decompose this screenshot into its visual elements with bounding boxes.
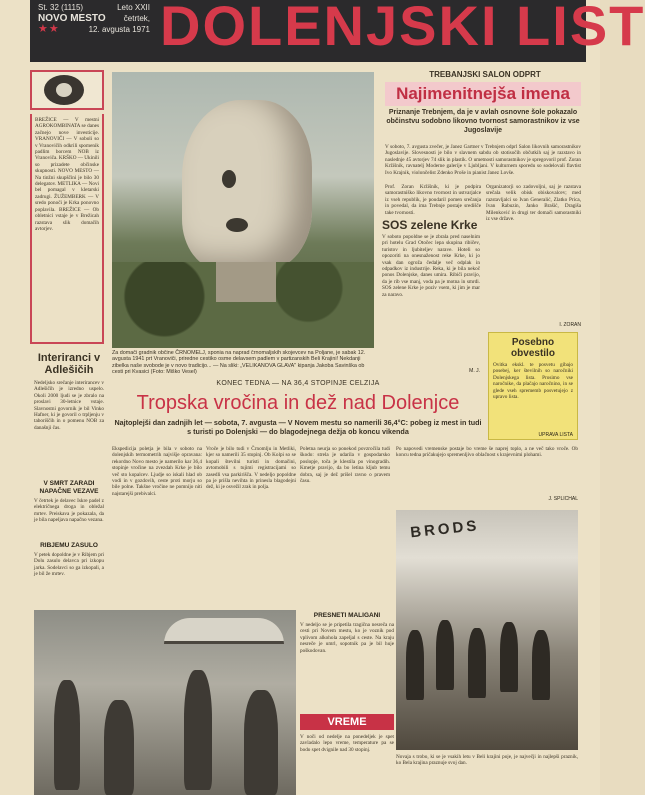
salon-kicker: TREBANJSKI SALON ODPRT bbox=[429, 70, 541, 79]
issue-number: St. 32 (1115) bbox=[38, 3, 84, 12]
sub-text-2: V petek dopoldne je v Ribjem pri Dolu zasulo delavca pri izkopu jarka. Sodelavci so ga izkopali, a je bil že mrtev. bbox=[34, 552, 104, 578]
dancer-figure bbox=[532, 630, 550, 700]
beach-photo bbox=[34, 610, 296, 795]
stone-sculpture-icon bbox=[182, 100, 312, 270]
salon-author: I. ZORAN bbox=[559, 322, 581, 328]
salon-text-1: V soboto, 7. avgusta zvečer, je Janez Gartner v Trebnjem odprl Salon likovnih samorastnikov Jugoslavije. Slovesnosti je bilo v slavnem sabdu ob stotisočih občutkih saj je razstavo in naslednje 45 avtorjev 74 slik in plastik. O umetnosti samorastnikov je spregovoril prof. Zoran Kržišnik, ravnatelj Moderne galerije v Ljubljani. V kulturnem sporedu so sodelovali flavtist Ivo Krajnik, violončelist Zdenko Proše in pianist Janez Lovše. bbox=[385, 144, 581, 176]
sos-author: M. J. bbox=[469, 368, 480, 374]
person-figure bbox=[244, 690, 278, 795]
umbrella-icon bbox=[164, 618, 284, 644]
stars-icon: ★★ bbox=[38, 23, 60, 35]
weather-band: KONEC TEDNA — NA 36,4 STOPINJE CELZIJA bbox=[216, 380, 380, 387]
weather-deck: Najtoplejši dan zadnjih let — sobota, 7. avgusta — V Novem mestu so namerili 36,4°C: pobeg iz mest in tudi s turisti po Dolenjski — do blagodejnega dežja ob koncu vikenda bbox=[114, 418, 482, 436]
notice-sign: UPRAVA LISTA bbox=[538, 432, 573, 438]
person-figure bbox=[184, 670, 212, 790]
dancer-figure bbox=[406, 630, 424, 700]
sub-headline-1: V SMRT ZARADI NAPAČNE VEZAVE bbox=[39, 480, 99, 495]
sub-headline-2: RIBJEMU ZASULO bbox=[40, 542, 98, 549]
salon-headline: Najimenitnejša imena bbox=[385, 82, 581, 106]
briefs-text: BREŽICE — V mestni AGROKOMBINATA se danes začnejo nove investicije. VRANOVIČI — V soboli so v Vranovičih odkrili spomenik padlim borcem NOB iz Vranoviča. KRŠKO — Ukinili so prizadete občinske skupnosti. NOVO MESTO — Na tinžni skupščini je bilo 30 delegatov. METLIKA — Novi bel pomagal v kletarski zadrugi. ŽUŽEMBERK — V sredo ponoči je Krka ponovno poplavila. BREŽICE — Ob obletnici vstaje je v Brežicah razstava slik domačih avtorjev. bbox=[35, 117, 99, 232]
newspaper-title: DOLENJSKI LIST bbox=[160, 0, 645, 57]
interranci-text: Nedeljsko srečanje interirancev v Adlešičih je izredno uspelo. Okoli 2000 ljudi se je zbralo na proslavi 30-letnice vstaje. Slavnostni govornik je bil Vinko Hafner, ki je govoril o trpljenju v taboriščih in o pomenu NOB za današnji čas. bbox=[34, 380, 104, 431]
photo-banner-text: BRODS bbox=[409, 517, 481, 542]
briefs-column bbox=[30, 114, 104, 344]
weather-text-2: Vroče je bilo tudi v Črnomlju in Metliki, kjer so namerili 35 stopinj. Ob Kolpi so se kopali številni turisti in domačini, avtomobili s tujimi registracijami so zasedli vsa parkirišča. V nedeljo popoldne pa je prišla nevihta in prinesla blagodejni dež, ki je osvežil zrak in polja. bbox=[206, 446, 296, 491]
malign-headline: PRESNETI MALIGANI bbox=[313, 612, 381, 619]
salon-text-3: Organizatorji so zadovoljni, saj je razstava srečala velik obisk obiskovalcev; med razstavljalci so Ivan Generalić, Zlatko Prica, Ivan Rabuzin, Janko Brašić, Dragiša Milenković in drugi ter domači samorastniki iz vse države. bbox=[486, 184, 581, 223]
person-figure bbox=[104, 700, 134, 795]
masthead-info bbox=[38, 2, 150, 58]
weekday: četrtek, bbox=[123, 14, 150, 23]
interranci-headline: Interiranci v Adlešičih bbox=[37, 352, 101, 376]
notice-text: Ovitka ekskl. te posvetu gibajo posebej, ker številnih so naročniki Dolenjskega lista. Prosimo vse naročnike, da plačajo naročnino, in se glede vseh sprememb posvetujejo z upravo lista. bbox=[493, 362, 573, 401]
salon-text-2: Prof. Zoran Kržišnik, ki je podpira samorastniško likovno tvornost in ustvarjalce iz vseh republik, je poudaril pomen srečanja in povedal, da ima Trebnje postaje središče take tvornosti. bbox=[385, 184, 481, 216]
dancer-figure bbox=[468, 628, 486, 698]
weather-text-4: Po napovedi vremenske postaje bo vreme še naprej toplo, a ne več tako vroče. Ob koncu tedna pričakujejo spremenljivo oblačnost s krajevnimi plohami. bbox=[396, 446, 578, 459]
city: NOVO MESTO bbox=[38, 13, 106, 24]
sculpture-mouth bbox=[226, 218, 248, 232]
weather-author: J. SPLICHAL bbox=[548, 496, 578, 502]
malign-text: V nedeljo se je pripetila tragična nesreča na cesti pri Novem mestu, ko je voznik pod vplivom alkohola zapeljal s ceste. Na kraju nesreče je umrl, sopotnik pa je bil huje poškodovan. bbox=[300, 622, 394, 654]
bottom-right-text: Novaja s trobo, ki se je vsakih letu v Beli krajini poje, je največji in najlepši praznik, ko Bela krajina praznuje svoj dan. bbox=[396, 754, 578, 767]
dancer-figure bbox=[436, 620, 454, 690]
volume-year: Leto XXII bbox=[117, 3, 150, 12]
notice-box bbox=[488, 332, 578, 440]
weather-headline: Tropska vročina in dež nad Dolenjce bbox=[136, 392, 460, 414]
sculpture-eye bbox=[222, 170, 236, 188]
sub-text-1: V četrtek je delavec Iskre padel z električnega droga in obležal mrtev. Preiskava je pokazala, da je bila napeljava napačno vezana. bbox=[34, 498, 104, 524]
dancer-figure bbox=[500, 622, 518, 692]
notice-title: Posebno obvestilo bbox=[511, 337, 555, 359]
phone-icon bbox=[44, 75, 84, 105]
dancers-photo bbox=[396, 510, 578, 750]
vreme-text: V noči od nedelje na ponedeljek je spet zavladalo lepo vreme, temperature pa se bodo spet dvignile nad 30 stopinj. bbox=[300, 734, 394, 753]
weather-text-3: Poletna neurja so ponekod povzročila tudi škodo: strela je udarila v gospodarsko poslopje, toča je klestila po vinogradih. Kmetje pravijo, da bo letina kljub temu dobra, saj je dež prišel ravno o pravem času. bbox=[300, 446, 390, 485]
person-figure bbox=[54, 680, 80, 790]
vreme-label: VREME bbox=[300, 714, 394, 730]
sos-text: V soboto popoldne se je zbrala pred naselnim pri hotelu Grad Otočec lepa skupina ribičev, turistov in ljubiteljev narave. Hoteli so opozoriti na onesnaženost reke Krke, ki jo vsak dan ogroža čedalje več odplak in odpadkov iz industrije. Reka, ki je bila nekoč ponos Dolenjske, danes umira. Ribiči pravijo, da je rib vse manj, voda pa je motna in smrdi. SOS zelene Krke je poziv vsem, ki jim je mar za naravo. bbox=[382, 234, 480, 298]
hero-caption: Za domači gradnik občine ČRNOMELJ, sponia na naprad črnomaljskih skojevcev na Poljane, je sabak 12. avgusta 1941 prt Vranoviči, priredne cestiko osme delavsem padlem v partizanskih Beli Krajini! Nekdanji zibelka naše svobode je v novo tradicijo... — Na sliki: „VELIKANOVA GLAVA" kipanja Jakoba Savinška ob cesti pri Kvasici (Foto: Miško Vesel) bbox=[112, 350, 366, 376]
weather-text-1: Ekspedicija poletja je bila v soboto na dolenjskih termometrih najvišje opravana: rekordno Novo mesto je namerilo kar 36,4 stopinje vročine na zvezdah Krke je bilo več sto kopalcev. Ljudje so iskali hlad ob vodi in v gozdovih, ceste proti morju so bile polne. Takšne vročine ne pomnijo niti najstarejši prebivalci. bbox=[112, 446, 202, 497]
sculpture-base bbox=[216, 262, 276, 302]
sos-headline: SOS zelene Krke bbox=[382, 218, 478, 232]
issue-date: 12. avgusta 1971 bbox=[88, 25, 150, 34]
salon-deck: Priznanje Trebnjem, da je v avlah osnovne šole pokazalo občinstvu sodobno likovno tvornost samorastnikov iz vse Jugoslavije bbox=[386, 109, 580, 134]
hero-photo bbox=[112, 72, 374, 348]
